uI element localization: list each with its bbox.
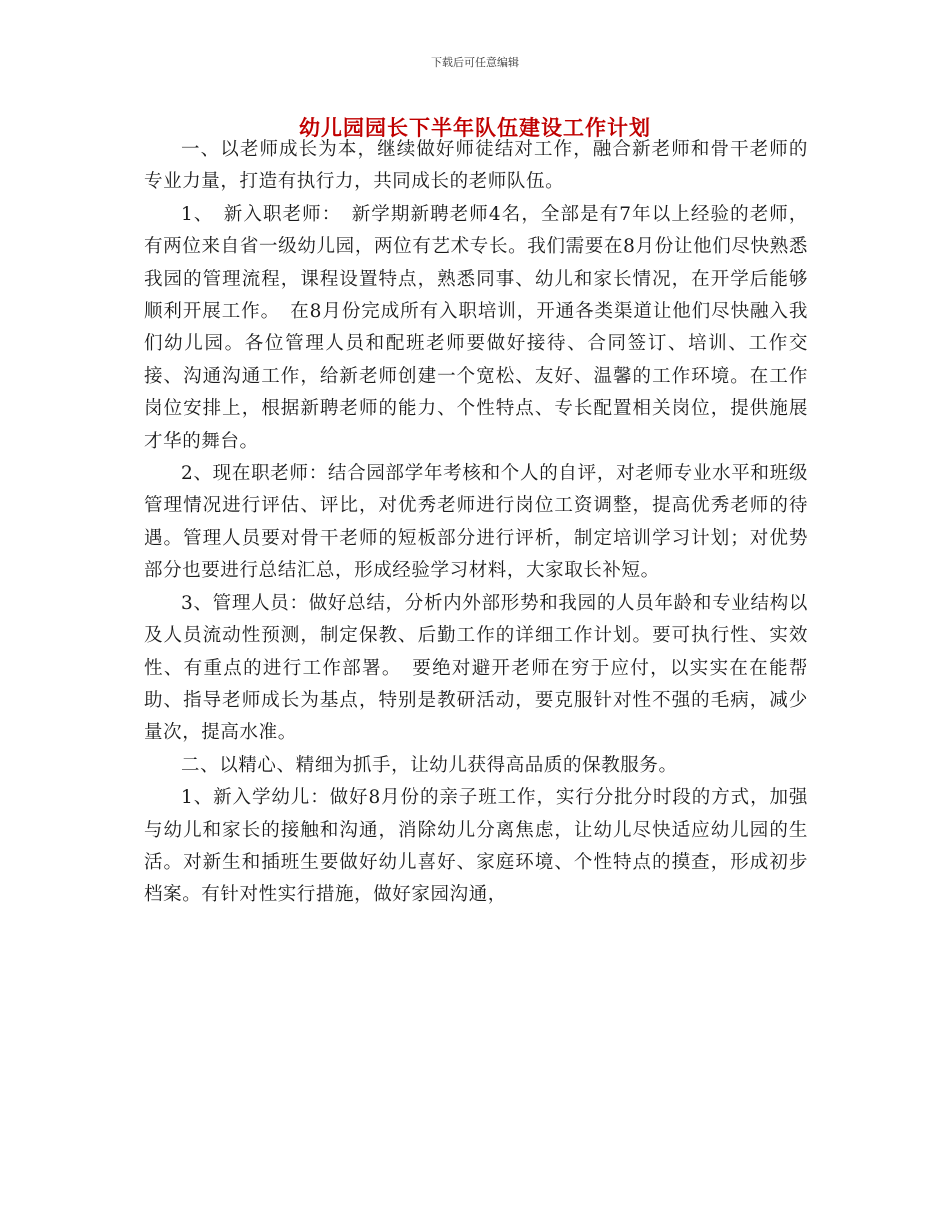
paragraph-section-two: 二、以精心、精细为抓手，让幼儿获得高品质的保教服务。 xyxy=(181,754,678,776)
document-body xyxy=(144,134,808,912)
document-title: 幼儿园园长下半年队伍建设工作计划 xyxy=(299,116,651,140)
paragraph-section-one: 一、以老师成长为本，继续做好师徒结对工作，融合新老师和骨干老师的专业力量，打造有执行力，共同成长的老师队伍。 xyxy=(144,139,808,193)
paragraph-current-teachers: 2、现在职老师：结合园部学年考核和个人的自评，对老师专业水平和班级管理情况进行评估、评比，对优秀老师进行岗位工资调整，提高优秀老师的待遇。管理人员要对骨干老师的短板部分进行评析，制定培训学习计划；对优势部分也要进行总结汇总，形成经验学习材料，大家取长补短。 xyxy=(144,463,808,582)
paragraph-new-children: 1、新入学幼儿：做好8月份的亲子班工作，实行分批分时段的方式，加强与幼儿和家长的接触和沟通，消除幼儿分离焦虑，让幼儿尽快适应幼儿园的生活。对新生和插班生要做好幼儿喜好、家庭环境、个性特点的摸查，形成初步档案。有针对性实行措施，做好家园沟通， xyxy=(144,787,808,906)
header-note: 下载后可任意编辑 xyxy=(431,56,519,69)
paragraph-new-teachers: 1、 新入职老师： 新学期新聘老师4名，全部是有7年以上经验的老师，有两位来自省一级幼儿园，两位有艺术专长。我们需要在8月份让他们尽快熟悉我园的管理流程，课程设置特点，熟悉同事、幼儿和家长情况，在开学后能够顺利开展工作。 在8月份完成所有入职培训，开通各类渠道让他们尽快融入我们幼儿园。各位管理人员和配班老师要做好接待、合同签订、培训、工作交接、沟通沟通工作，给新老师创建一个宽松、友好、温馨的工作环境。在工作岗位安排上，根据新聘老师的能力、个性特点、专长配置相关岗位，提供施展才华的舞台。 xyxy=(144,203,808,452)
paragraph-management: 3、管理人员：做好总结，分析内外部形势和我园的人员年龄和专业结构以及人员流动性预测，制定保教、后勤工作的详细工作计划。要可执行性、实效性、有重点的进行工作部署。 要绝对避开老师在穷于应付，以实实在在能帮助、指导老师成长为基点，特别是教研活动，要克服针对性不强的毛病，减少量次，提高水准。 xyxy=(144,592,808,744)
